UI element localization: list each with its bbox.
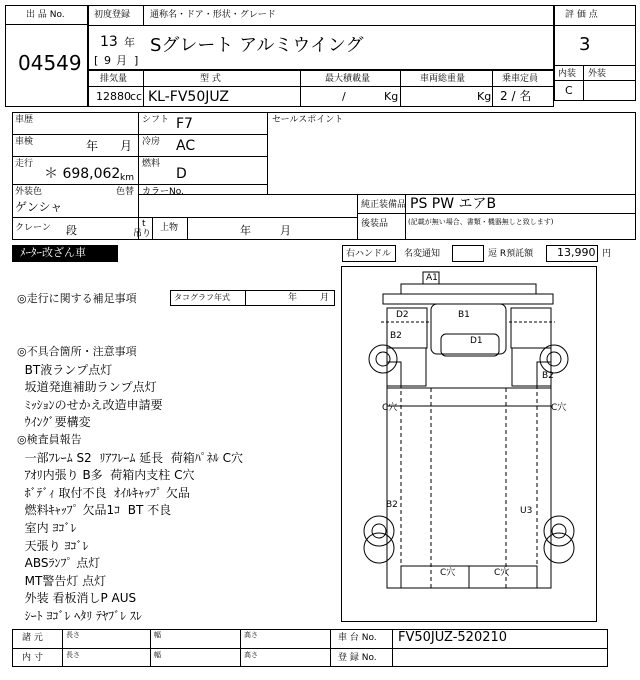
footer-width-label-1: 幅 <box>154 631 161 639</box>
interior-label: 内装 <box>558 69 577 79</box>
footer-specs-label: 諸 元 <box>22 633 43 643</box>
equipment-value: PS PW エアB <box>410 196 497 212</box>
capacity-value: 2 / 名 <box>500 89 532 103</box>
defect-line: MT警告灯 点灯 <box>17 573 107 588</box>
reg-month-bracket: [ <box>94 54 99 67</box>
footer-length-label-2: 長さ <box>66 651 80 659</box>
mileage-unit: km <box>120 173 134 183</box>
diag-label-b2-front-left: B2 <box>390 331 402 341</box>
car-name: Sグレート アルミウイング <box>150 35 364 56</box>
defect-line: ｼｰﾄ ﾖｺﾞﾚ ﾍﾀﾘ ﾃﾔﾌﾞﾚ ｽﾚ <box>17 609 142 623</box>
max-load-sep: / <box>342 90 346 103</box>
front-left-hub <box>376 352 390 366</box>
model-label: 型 式 <box>200 74 221 84</box>
footer-interior-label: 内 寸 <box>22 653 43 663</box>
fuel-label: 燃料 <box>142 159 161 169</box>
color-label: 外装色 <box>15 187 43 197</box>
gross-weight-unit: Kg <box>477 90 492 103</box>
shift-label: シフト <box>142 115 170 125</box>
footer-length-label-1: 長さ <box>66 631 80 639</box>
defect-line: BT液ランプ点灯 <box>17 362 113 377</box>
recycle-label: 逗 R預託額 <box>488 249 534 259</box>
aftermarket-note: (記載が無い場合、書類・機器無しと致します) <box>408 218 554 226</box>
max-load-label: 最大積載量 <box>325 74 371 84</box>
inspection-month-unit: 月 <box>120 139 133 153</box>
cargo-box-outline <box>387 388 551 588</box>
driving-notes-header: ◎走行に関する補足事項 <box>17 292 137 305</box>
diag-label-c-bottom-right: C穴 <box>494 568 510 578</box>
inspection-label: 車検 <box>15 137 34 147</box>
displacement-label: 排気量 <box>100 74 128 84</box>
defect-line: ﾐｯｼｮﾝのせかえ改造申請要 <box>17 397 163 412</box>
cargo-inner-outline <box>401 388 537 588</box>
right-handle: 右ハンドル <box>346 249 392 259</box>
front-bumper-outline <box>383 294 553 304</box>
crane-label: クレーン <box>15 223 51 233</box>
upper-month-unit: 月 <box>280 224 291 237</box>
ac-label: 冷房 <box>142 137 161 147</box>
defect-line: ﾎﾞﾃﾞｨ 取付不良 ｵｲﾙｷｬｯﾌﾟ 欠品 <box>17 485 190 500</box>
chassis-label: 車 台 No. <box>338 633 377 643</box>
exterior-label: 外装 <box>588 69 607 79</box>
tacho-year-unit: 年 <box>288 293 298 303</box>
shift-value: F7 <box>176 116 193 132</box>
footer-width-label-2: 幅 <box>154 651 161 659</box>
defect-line: 天張り ﾖｺﾞﾚ <box>17 538 89 553</box>
defect-line: ｳｲﾝｸﾞ要構変 <box>17 415 91 430</box>
defect-line: 室内 ﾖｺﾞﾚ <box>17 521 77 535</box>
name-change-label: 名変通知 <box>404 249 441 259</box>
defect-line: 燃料ｷｬｯﾌﾟ 欠品1ｺ BT 不良 <box>17 503 172 518</box>
recycle-amount: 13,990 <box>557 246 596 259</box>
lot-number: 04549 <box>18 51 82 75</box>
defect-line: ◎検査員報告 <box>17 433 82 446</box>
reg-year: 13 <box>100 34 118 50</box>
defect-line: 外装 看板消しP AUS <box>17 591 137 606</box>
capacity-label: 乗車定員 <box>502 74 539 84</box>
registration-label: 登 録 No. <box>338 653 377 663</box>
cab-left-lower <box>387 348 426 386</box>
diag-label-c-right: C穴 <box>551 403 567 413</box>
rating-value: 3 <box>579 34 591 55</box>
sales-point-label: セールスポイント <box>272 115 344 125</box>
diag-label-a1: A1 <box>426 273 438 283</box>
max-load-unit: Kg <box>384 90 399 103</box>
aftermarket-label: 後装品 <box>361 219 389 229</box>
defect-line: ◎不具合箇所・注意事項 <box>17 345 137 358</box>
inspection-year-unit: 年 <box>86 139 99 153</box>
footer-height-label-1: 高さ <box>244 631 258 639</box>
upper-label: 上物 <box>160 223 179 233</box>
reg-month-bracket-close: ] <box>134 54 139 67</box>
name-change-box <box>452 245 484 262</box>
first-reg-label: 初度登録 <box>94 10 131 20</box>
color-value: ゲンシャ <box>15 200 63 214</box>
reg-month-unit: 月 <box>116 54 127 67</box>
diag-label-c-left: C穴 <box>382 403 398 413</box>
cab-top-outline <box>401 284 536 294</box>
tacho-month-unit: 月 <box>320 293 330 303</box>
front-left-wheel <box>369 345 397 373</box>
mileage-value: ＊ 698,062 <box>44 166 121 182</box>
diag-label-b2-right: B2 <box>542 371 554 381</box>
color-change-label: 色替 <box>116 187 135 197</box>
chassis-number: FV50JUZ-520210 <box>398 630 508 645</box>
displacement-unit: cc <box>130 90 143 103</box>
recycle-unit: 円 <box>602 249 612 259</box>
meter-tampered-text: ﾒｰﾀｰ改ざん車 <box>20 246 86 259</box>
fuel-value: D <box>176 166 187 182</box>
upper-year-unit: 年 <box>240 224 251 237</box>
crane-hook: 吊り <box>133 229 152 239</box>
lot-label: 出 品 No. <box>26 10 65 20</box>
defect-line: 一部ﾌﾚｰﾑ S2 ﾘｱﾌﾚｰﾑ 延長 荷箱ﾊﾟﾈﾙ C穴 <box>17 450 243 465</box>
rating-label: 評 価 点 <box>565 10 598 20</box>
displacement-value: 12880 <box>96 90 131 103</box>
diag-label-u3: U3 <box>520 506 533 516</box>
tacho-label: タコグラフ年式 <box>174 293 230 302</box>
crane-t: t <box>142 219 146 229</box>
history-label: 車歴 <box>15 115 34 125</box>
rear-left-wheel-1 <box>364 516 394 546</box>
interior-grade: C <box>565 84 573 97</box>
model-value: KL-FV50JUZ <box>148 89 229 105</box>
color-code-label: カラーNo. <box>142 187 184 197</box>
diag-label-b2-rear-left: B2 <box>386 500 398 510</box>
right-door-outline <box>511 308 551 348</box>
diag-label-b1: B1 <box>458 310 470 320</box>
reg-year-unit: 年 <box>124 36 135 49</box>
rear-right-wheel-1 <box>544 516 574 546</box>
defect-line: ｱｵﾘ内張り B多 荷箱内支柱 C穴 <box>17 468 195 483</box>
footer-height-label-2: 高さ <box>244 651 258 659</box>
front-right-wheel <box>540 345 568 373</box>
ac-value: AC <box>176 138 196 154</box>
defect-line: ABSﾗﾝﾌﾟ 点灯 <box>17 556 101 571</box>
model-name-label: 通称名・ドア・形状・グレード <box>150 10 276 20</box>
diag-label-d2: D2 <box>396 310 409 320</box>
diag-label-d1: D1 <box>470 336 483 346</box>
front-right-hub <box>547 352 561 366</box>
reg-month: 9 <box>104 54 111 67</box>
left-step <box>387 362 401 388</box>
gross-weight-label: 車両総重量 <box>420 74 466 84</box>
diag-label-c-bottom-left: C穴 <box>440 568 456 578</box>
crane-stage: 段 <box>66 224 77 237</box>
mileage-label: 走行 <box>15 159 34 169</box>
defect-line: 坂道発進補助ランプ点灯 <box>17 380 157 395</box>
equipment-label: 純正装備品 <box>361 200 407 210</box>
